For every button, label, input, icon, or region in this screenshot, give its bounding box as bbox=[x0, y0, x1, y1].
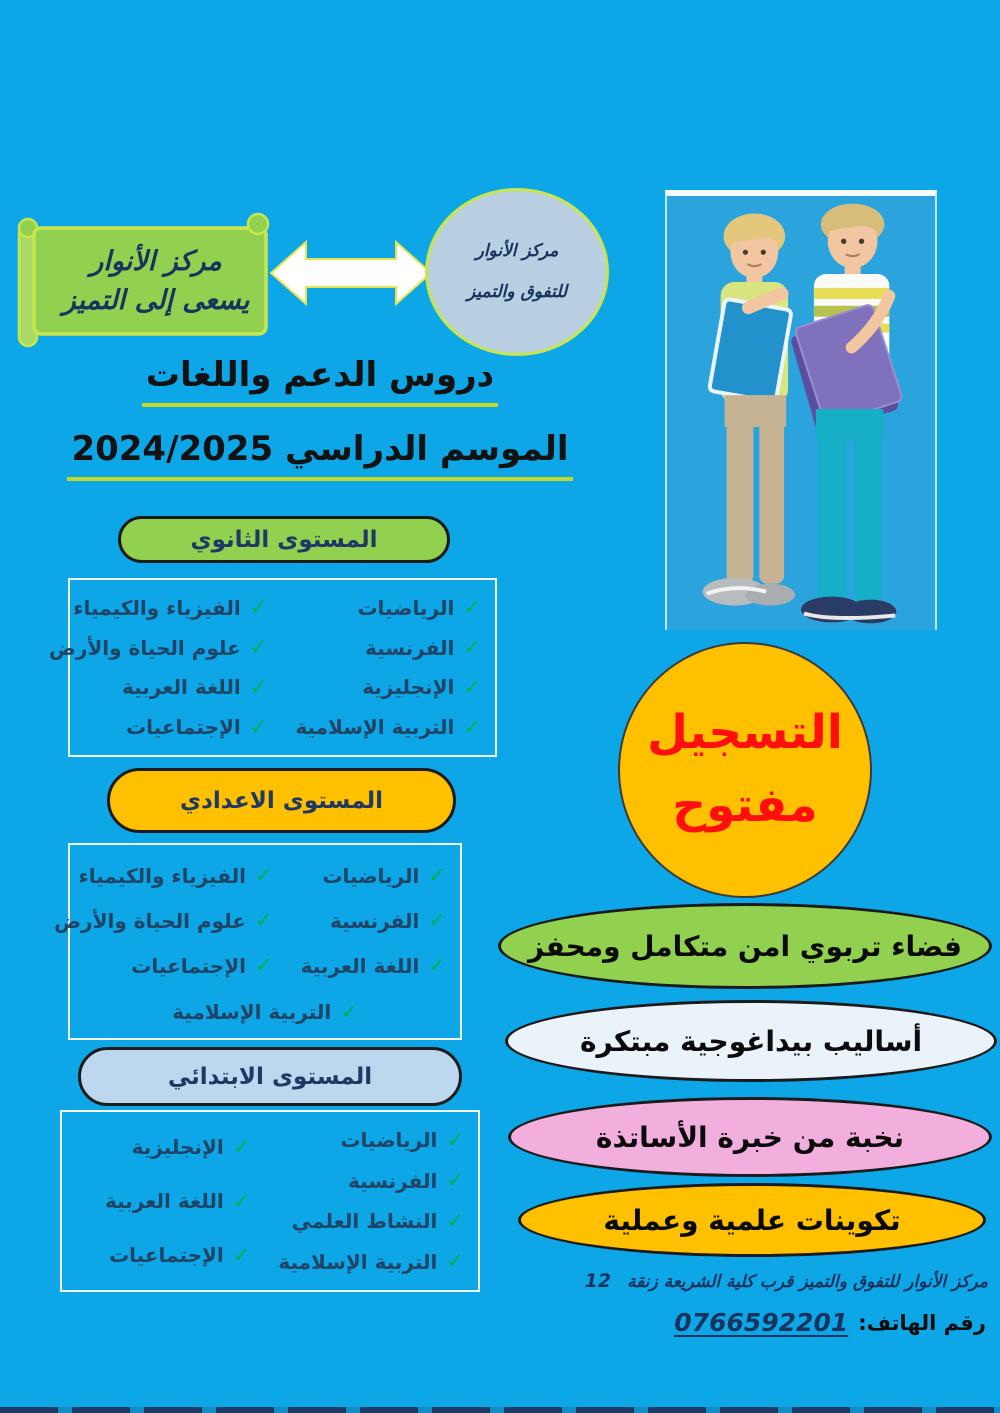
check-icon: ✓ bbox=[340, 999, 358, 1024]
subject-label: اللغة العربية bbox=[121, 675, 241, 700]
check-icon: ✓ bbox=[463, 635, 481, 660]
subject-item bbox=[295, 715, 481, 739]
banner-line1: مركز الأنوار bbox=[90, 245, 222, 277]
feature-text: تكوينات علمية وعملية bbox=[603, 1203, 901, 1237]
check-icon: ✓ bbox=[446, 1168, 464, 1193]
subject-item bbox=[76, 1243, 250, 1267]
check-icon: ✓ bbox=[428, 863, 446, 887]
double-arrow-icon bbox=[268, 232, 434, 314]
feature-text: نخبة من خبرة الأساتذة bbox=[595, 1120, 905, 1154]
check-icon: ✓ bbox=[254, 953, 273, 977]
phone-label: رقم الهاتف: bbox=[858, 1310, 986, 1335]
check-icon: ✓ bbox=[232, 1134, 251, 1159]
check-icon: ✓ bbox=[463, 674, 481, 699]
bottom-dashed-bar bbox=[0, 1407, 1000, 1413]
check-icon: ✓ bbox=[428, 953, 446, 977]
check-icon: ✓ bbox=[249, 674, 268, 699]
level-pill-primary bbox=[78, 1047, 462, 1106]
check-icon: ✓ bbox=[249, 635, 268, 660]
photo-two-boys bbox=[665, 190, 937, 630]
center-badge bbox=[425, 188, 609, 356]
address-number: 12 bbox=[584, 1270, 612, 1292]
subject-item bbox=[278, 1250, 464, 1274]
subject-label: الرياضيات bbox=[357, 595, 455, 620]
check-icon: ✓ bbox=[446, 1127, 464, 1152]
subject-item bbox=[76, 1135, 250, 1159]
subject-item bbox=[49, 596, 267, 620]
subject-item bbox=[54, 864, 272, 888]
check-icon: ✓ bbox=[232, 1242, 251, 1267]
check-icon: ✓ bbox=[232, 1188, 251, 1213]
subject-item bbox=[301, 864, 446, 888]
subject-label: اللغة العربية bbox=[300, 953, 420, 978]
subject-item bbox=[54, 954, 272, 978]
subject-item bbox=[49, 715, 267, 739]
badge-line2: للتفوق والتميز bbox=[467, 282, 568, 302]
subjects-box-secondary bbox=[48, 578, 497, 757]
check-icon: ✓ bbox=[428, 908, 446, 932]
level-pill-secondary bbox=[118, 516, 450, 563]
subject-label: الفيزياء والكيمياء bbox=[73, 595, 241, 620]
check-icon: ✓ bbox=[446, 1208, 464, 1233]
subject-label: النشاط العلمي bbox=[291, 1209, 438, 1234]
subject-label: الفرنسية bbox=[348, 1168, 438, 1193]
subjects-extra-row bbox=[70, 996, 460, 1038]
feature-expert-teachers bbox=[508, 1097, 992, 1177]
subjects-box-middle bbox=[54, 843, 462, 1040]
check-icon: ✓ bbox=[463, 714, 481, 739]
check-icon: ✓ bbox=[249, 595, 268, 620]
level-pill-middle bbox=[107, 768, 456, 833]
feature-text: أساليب بيداغوجية مبتكرة bbox=[579, 1024, 923, 1058]
level-label: المستوى الثانوي bbox=[190, 526, 378, 553]
subject-label: الرياضيات bbox=[340, 1128, 438, 1153]
check-icon: ✓ bbox=[254, 863, 273, 887]
scroll-banner bbox=[14, 210, 276, 352]
subject-item bbox=[54, 909, 272, 933]
season-title: الموسم الدراسي 2024/2025 bbox=[67, 429, 572, 481]
feature-trainings bbox=[518, 1183, 986, 1257]
banner-text bbox=[44, 228, 268, 334]
banner-line2: يسعى إلى التميز bbox=[62, 285, 250, 316]
feature-pedagogy bbox=[505, 1000, 997, 1082]
subject-label: الإجتماعيات bbox=[109, 1243, 224, 1267]
feature-text: فضاء تربوي امن متكامل ومحفز bbox=[528, 929, 962, 963]
subjects-column bbox=[264, 1112, 478, 1290]
main-title: دروس الدعم واللغات bbox=[142, 355, 498, 407]
address-text: مركز الأنوار للتفوق والتميز قرب كلية الشريعة زنقة bbox=[627, 1272, 988, 1292]
subject-item bbox=[278, 1209, 464, 1233]
subject-item bbox=[278, 1169, 464, 1193]
subjects-column bbox=[281, 580, 495, 755]
address-line bbox=[585, 1270, 988, 1292]
registration-open-badge bbox=[618, 642, 872, 898]
phone-number: 0766592201 bbox=[674, 1308, 849, 1337]
subject-item bbox=[295, 675, 481, 699]
check-icon: ✓ bbox=[254, 908, 273, 932]
subject-label: الإنجليزية bbox=[131, 1135, 224, 1159]
check-icon: ✓ bbox=[463, 595, 481, 620]
subject-label: الفرنسية bbox=[330, 908, 420, 933]
subject-label: الإجتماعيات bbox=[131, 953, 246, 978]
subject-label: علوم الحياة والأرض bbox=[48, 635, 241, 660]
subject-label: الفيزياء والكيمياء bbox=[78, 863, 246, 888]
level-label: المستوى الاعدادي bbox=[180, 787, 384, 814]
subject-label: التربية الإسلامية bbox=[278, 1249, 438, 1274]
phone-line bbox=[674, 1308, 986, 1337]
badge-line1: مركز الأنوار bbox=[475, 241, 559, 262]
title-block bbox=[55, 355, 585, 481]
subject-label: الإنجليزية bbox=[362, 675, 455, 700]
subjects-column bbox=[40, 845, 286, 996]
subjects-column bbox=[62, 1112, 264, 1290]
check-icon: ✓ bbox=[446, 1249, 464, 1274]
subject-item bbox=[49, 675, 267, 699]
subject-label: الإجتماعيات bbox=[126, 715, 241, 740]
subject-label: التربية الإسلامية bbox=[172, 1000, 332, 1024]
subject-label: الرياضيات bbox=[322, 863, 420, 888]
subjects-box-primary bbox=[60, 1110, 480, 1292]
subject-item bbox=[295, 596, 481, 620]
subject-item bbox=[278, 1128, 464, 1152]
registration-line1: التسجيل bbox=[647, 705, 843, 761]
subject-item bbox=[76, 1189, 250, 1213]
subject-label: التربية الإسلامية bbox=[295, 715, 455, 740]
two-boys-illustration-icon bbox=[667, 196, 935, 630]
subject-item bbox=[301, 909, 446, 933]
subject-item bbox=[301, 954, 446, 978]
level-label: المستوى الابتدائي bbox=[167, 1063, 373, 1090]
subjects-column bbox=[35, 580, 281, 755]
feature-safe-space bbox=[498, 903, 992, 989]
check-icon: ✓ bbox=[249, 714, 268, 739]
subjects-column bbox=[287, 845, 460, 996]
subject-label: علوم الحياة والأرض bbox=[54, 908, 246, 933]
subject-item bbox=[49, 636, 267, 660]
subject-label: الفرنسية bbox=[365, 635, 455, 660]
subject-label: اللغة العربية bbox=[104, 1189, 224, 1213]
registration-line2: مفتوح bbox=[672, 778, 818, 833]
subject-item bbox=[295, 636, 481, 660]
subject-item bbox=[172, 1000, 358, 1024]
